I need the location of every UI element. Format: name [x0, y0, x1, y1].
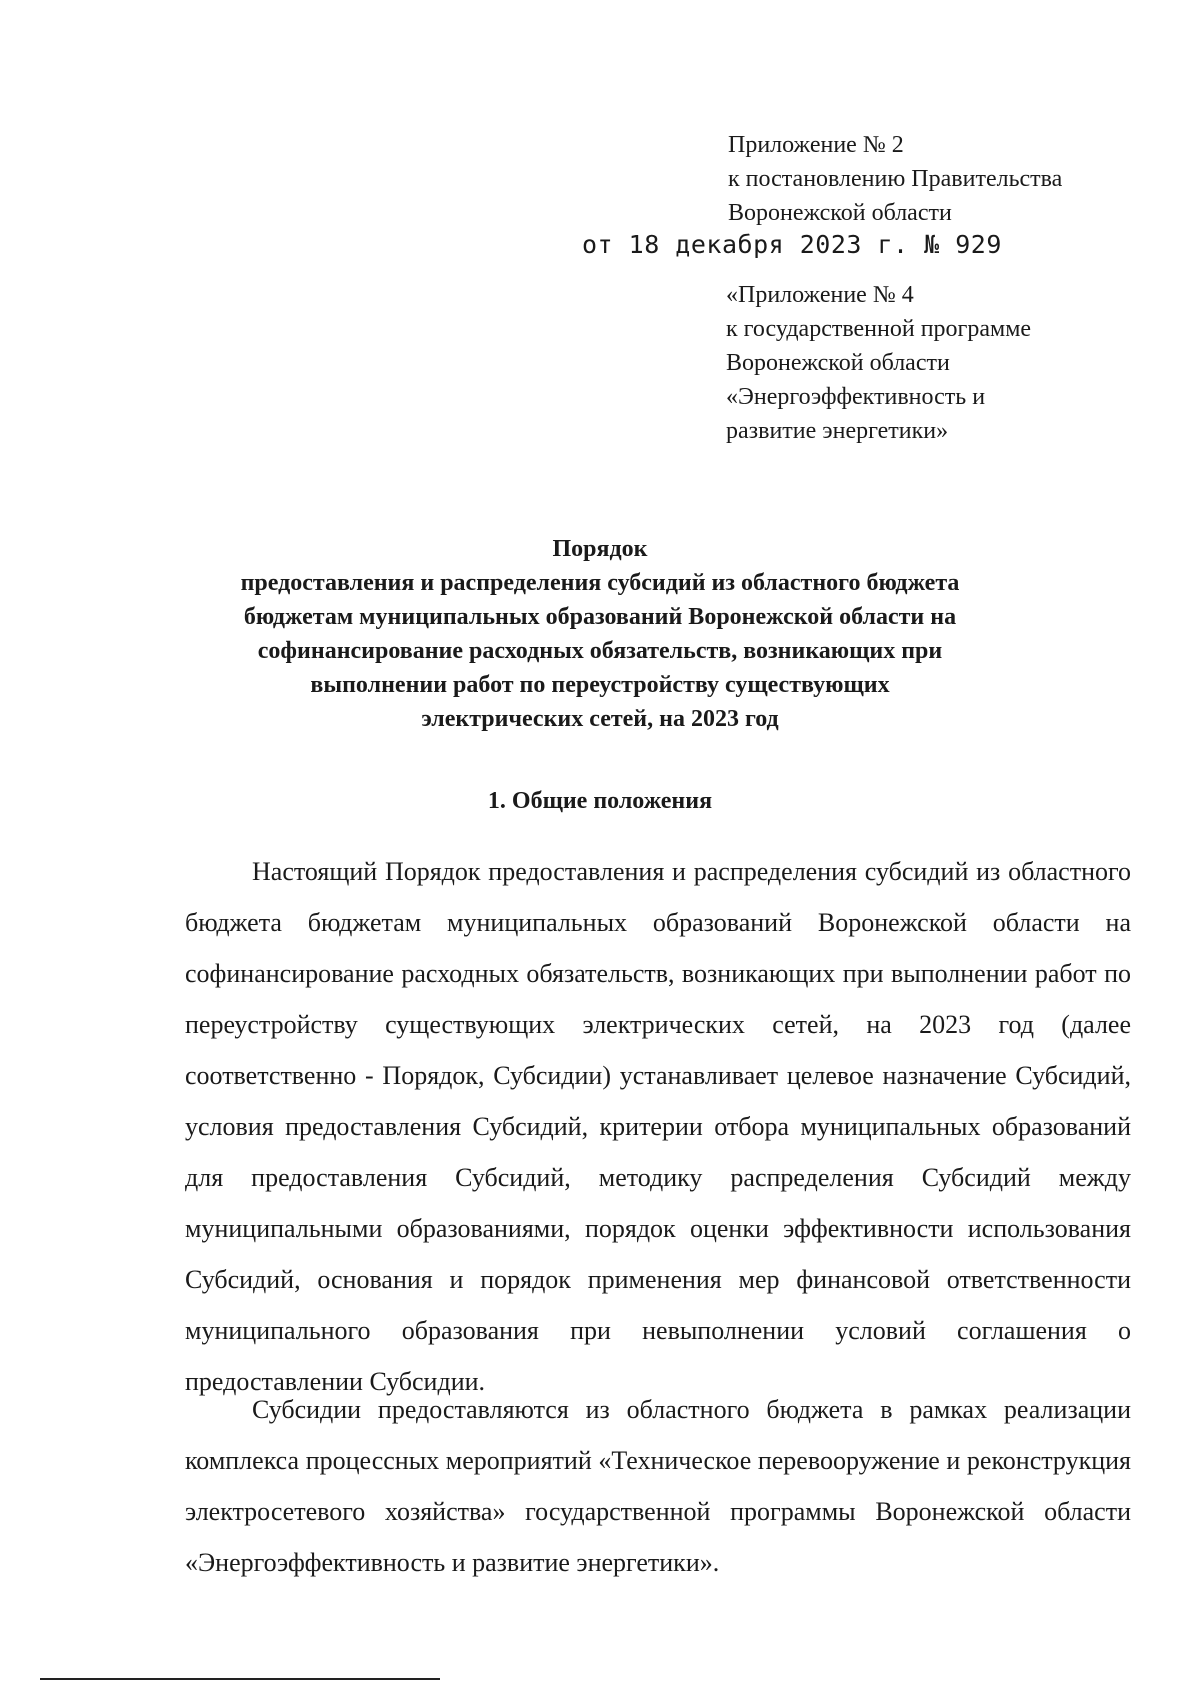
- title-line: электрических сетей, на 2023 год: [421, 706, 779, 732]
- decree-date-stamp: от 18 декабря 2023 г. № 929: [582, 230, 1002, 259]
- appendix-header: [728, 128, 1062, 230]
- body-paragraph: Настоящий Порядок предоставления и распределения субсидий из областного бюджета бюджетам муниципальных образований Воронежской области на софинансирование расходных обязательств, возникающих при выполнении работ по переустройству существующих электрических сетей, на 2023 год (далее соответственно - Порядок, Субсидии) устанавливает целевое назначение Субсидий, условия предоставления Субсидий, критерии отбора муниципальных образований для предоставления Субсидий, методику распределения Субсидий между муниципальными образованиями, порядок оценки эффективности использования Субсидий, основания и порядок применения мер финансовой ответственности муниципального образования при невыполнении условий соглашения о предоставлении Субсидии.: [185, 857, 1131, 1396]
- program-appendix-line: Воронежской области: [726, 350, 950, 376]
- title-line: предоставления и распределения субсидий из областного бюджета: [240, 570, 960, 596]
- appendix-line: Воронежской области: [728, 200, 952, 226]
- appendix-line: к постановлению Правительства: [728, 166, 1063, 192]
- title-heading: Порядок: [552, 536, 648, 562]
- section-heading: 1. Общие положения: [487, 788, 713, 814]
- appendix-line: Приложение № 2: [728, 132, 904, 158]
- document-title: [150, 532, 1050, 736]
- body-paragraph: Субсидии предоставляются из областного бюджета в рамках реализации комплекса процессных мероприятий «Техническое перевооружение и реконструкция электросетевого хозяйства» государственной программы Воронежской области «Энергоэффективность и развитие энергетики».: [185, 1395, 1131, 1577]
- program-appendix-line: «Приложение № 4: [726, 282, 914, 308]
- title-line: выполнении работ по переустройству существующих: [310, 672, 890, 698]
- title-line: софинансирование расходных обязательств, возникающих при: [257, 638, 943, 664]
- footer-divider: [40, 1678, 440, 1680]
- program-appendix-line: «Энергоэффективность и: [726, 384, 986, 410]
- program-appendix-line: развитие энергетики»: [726, 418, 949, 444]
- program-appendix-header: [726, 278, 1031, 448]
- title-line: бюджетам муниципальных образований Воронежской области на: [243, 604, 957, 630]
- program-appendix-line: к государственной программе: [726, 316, 1032, 342]
